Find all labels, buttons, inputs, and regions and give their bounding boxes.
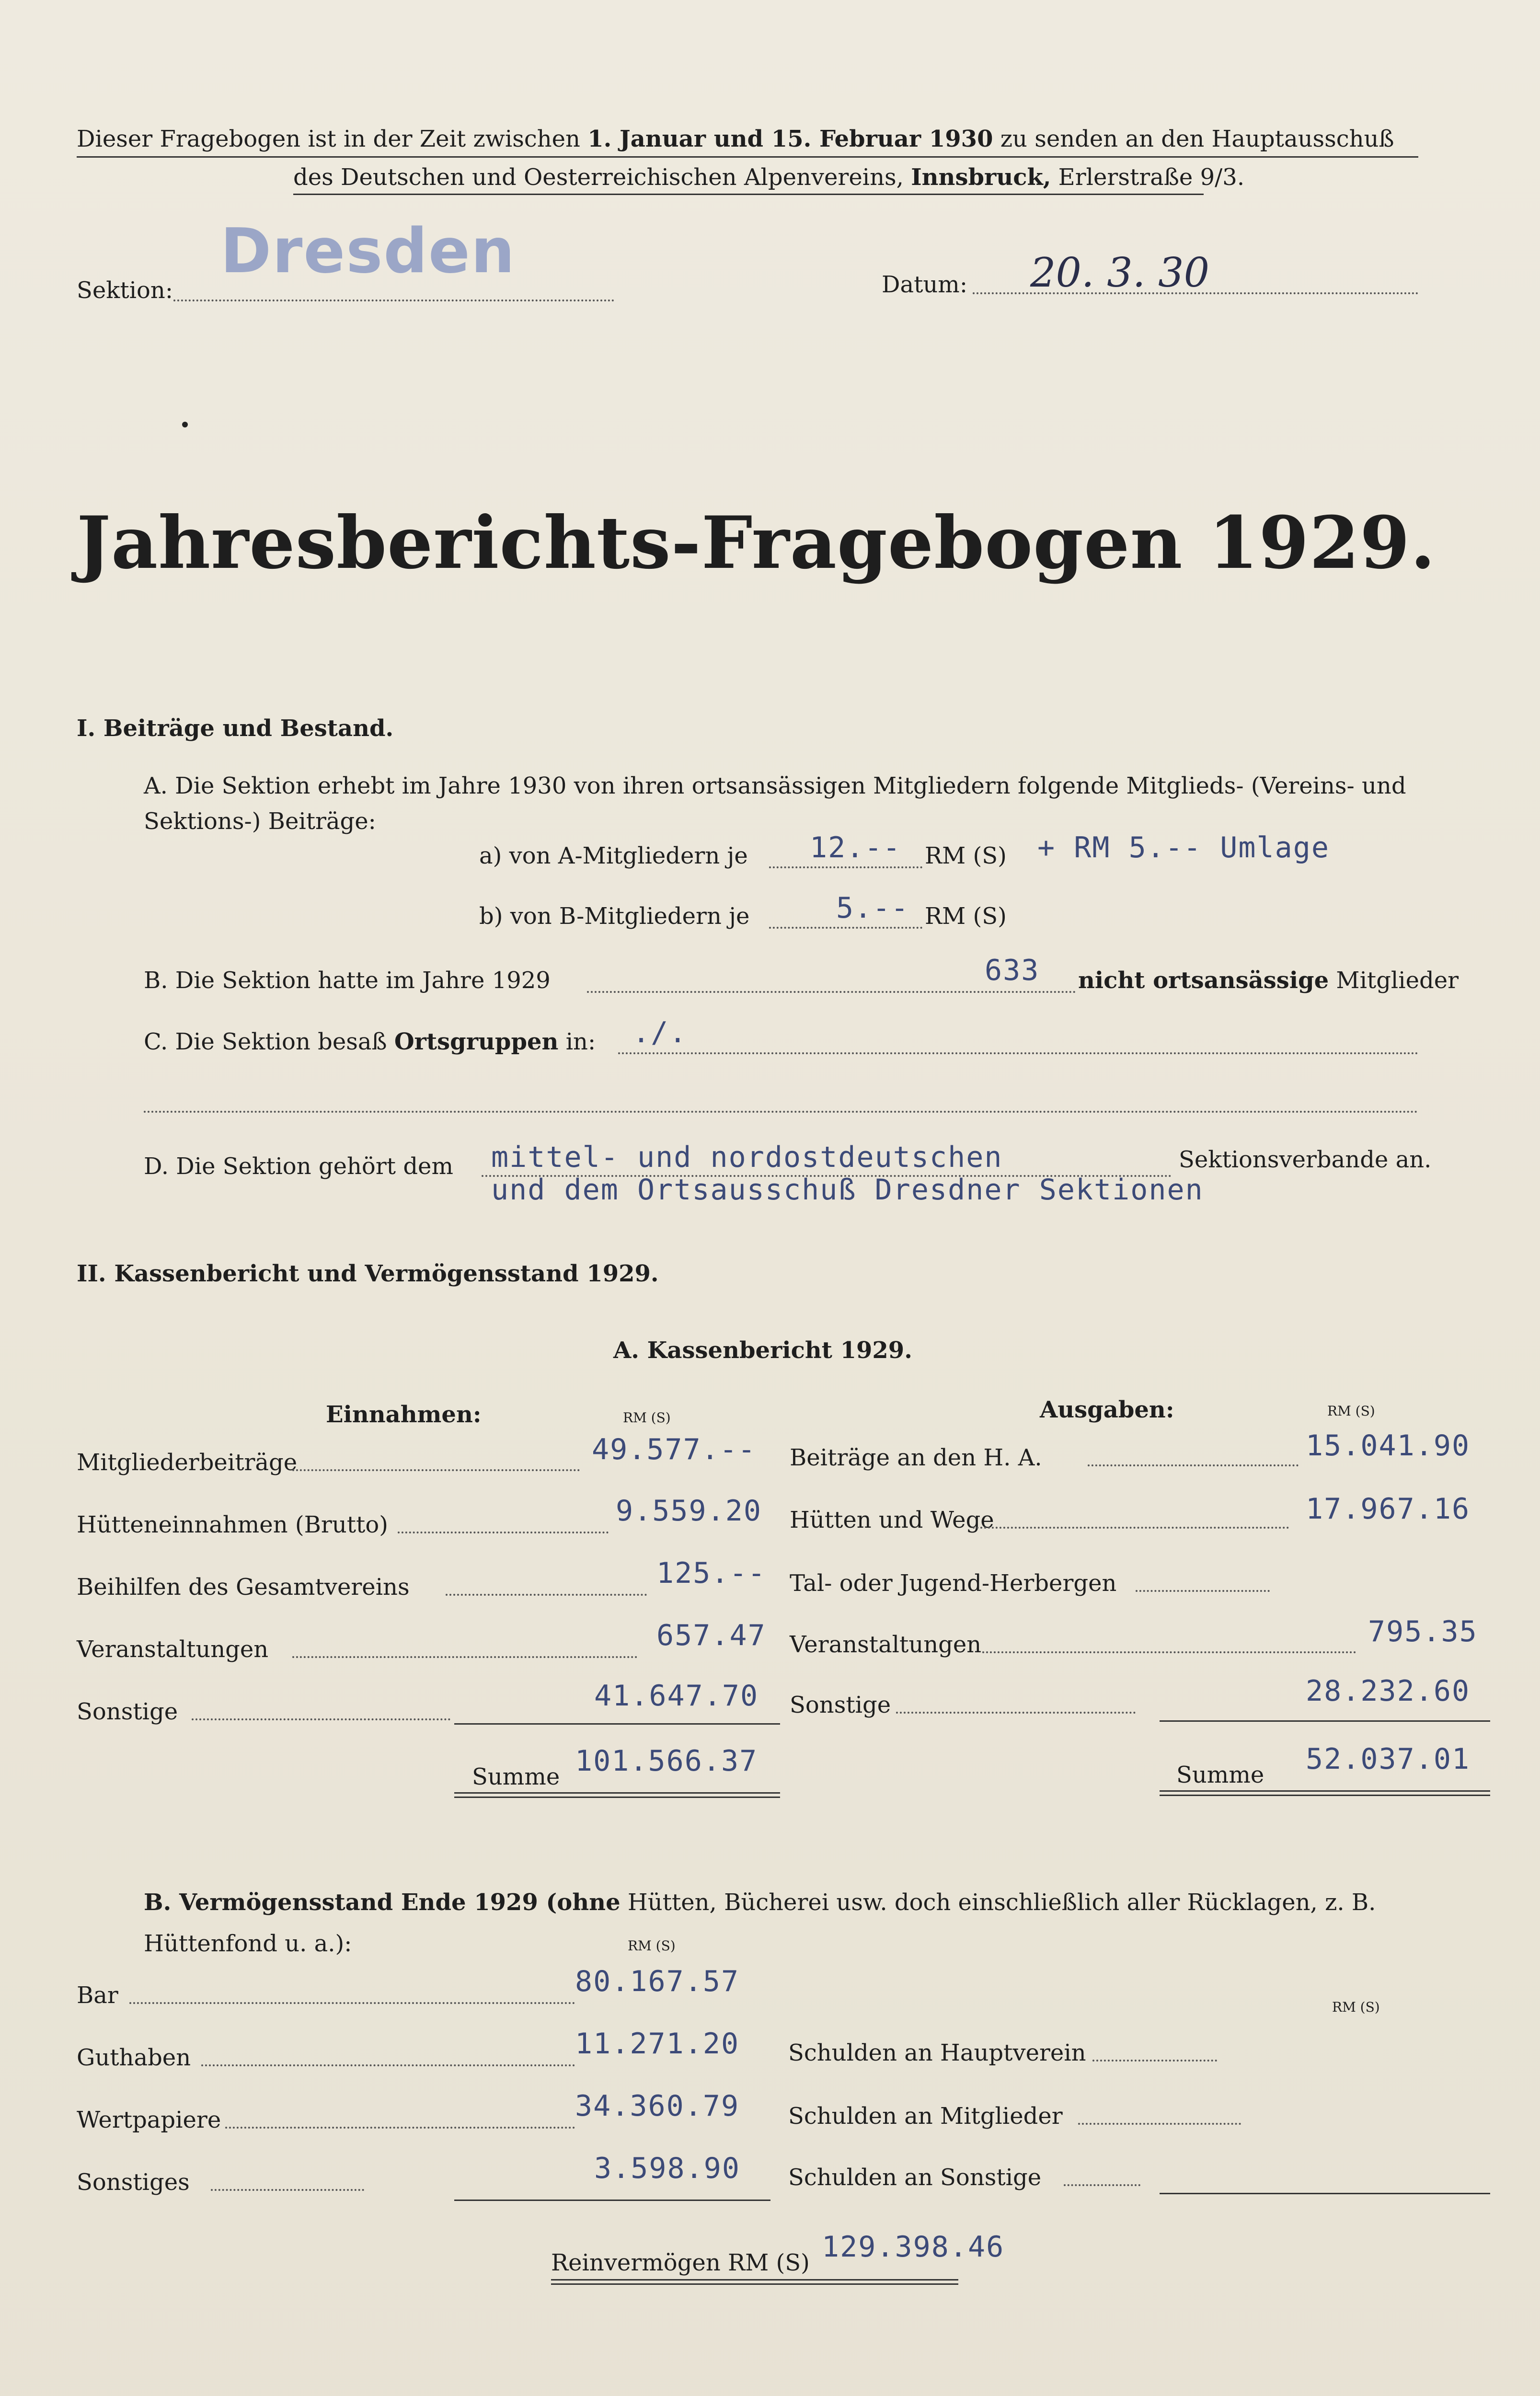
bestand-suffix — [1078, 967, 1459, 994]
header-line-2 — [293, 164, 1244, 191]
vermoegen-value-0: 80.167.57 — [575, 1965, 740, 1998]
ortsgruppen-label-pre: C. Die Sektion besaß — [144, 1028, 394, 1055]
ausgaben-summe-double-line — [1160, 1790, 1490, 1796]
einnahmen-label: Einnahmen: — [326, 1401, 482, 1428]
ortsgruppen-field-2[interactable] — [144, 1111, 1418, 1113]
ausgaben-summe-label: Summe — [1176, 1762, 1264, 1788]
sektion-stamp: Dresden — [220, 216, 516, 287]
sektionsverband-label: D. Die Sektion gehört dem — [144, 1153, 453, 1180]
page-title: Jahresberichts-Fragebogen 1929. — [77, 501, 1436, 585]
a-mitglieder-value: 12.-- — [810, 831, 901, 864]
header-text: des Deutschen und Oesterreichischen Alpenvereins, — [293, 164, 911, 191]
einnahmen-value-0: 49.577.-- — [592, 1433, 757, 1466]
sektion-field[interactable] — [173, 300, 614, 301]
ink-dot — [182, 422, 188, 427]
ausgaben-sum-line — [1160, 1720, 1490, 1722]
sektionsverband-suffix: Sektionsverbande an. — [1179, 1146, 1432, 1173]
dot-leader — [211, 2189, 364, 2191]
header-city: Innsbruck, — [911, 164, 1051, 191]
b-mitglieder-label: b) von B-Mitgliedern je — [479, 903, 750, 930]
ausgaben-summe-value: 52.037.01 — [1306, 1742, 1471, 1776]
schulden-label-1: Schulden an Mitglieder — [788, 2103, 1063, 2130]
schulden-label-0: Schulden an Hauptverein — [788, 2039, 1086, 2066]
dot-leader — [973, 1527, 1289, 1529]
einnahmen-label-3: Veranstaltungen — [77, 1636, 269, 1663]
dot-leader — [896, 1712, 1136, 1714]
bestand-suffix-text: Mitglieder — [1329, 967, 1459, 994]
einnahmen-label-2: Beihilfen des Gesamtvereins — [77, 1574, 410, 1601]
vermoegen-label-1: Guthaben — [77, 2044, 191, 2071]
ausgaben-label-4: Sonstige — [790, 1692, 891, 1718]
dot-leader — [1136, 1590, 1270, 1592]
ausgaben-value-0: 15.041.90 — [1306, 1429, 1471, 1463]
einnahmen-value-1: 9.559.20 — [616, 1494, 762, 1528]
ausgaben-label: Ausgaben: — [1040, 1396, 1174, 1423]
vermoegensstand-line-2: Hüttenfond u. a.): — [144, 1930, 352, 1957]
reinvermoegen-label: Reinvermögen RM (S) — [551, 2249, 810, 2276]
a-mitglieder-label: a) von A-Mitgliedern je — [479, 842, 748, 869]
dot-leader — [398, 1532, 609, 1533]
header-text: Dieser Fragebogen ist in der Zeit zwischen — [77, 126, 588, 152]
ausgaben-value-1: 17.967.16 — [1306, 1492, 1471, 1526]
header-date-range: 1. Januar und 15. Februar 1930 — [587, 126, 993, 152]
dot-leader — [201, 2064, 575, 2066]
vermoegen-unit: RM (S) — [628, 1938, 676, 1954]
vermoegen-label-0: Bar — [77, 1982, 118, 2009]
vermoegen-value-1: 11.271.20 — [575, 2027, 740, 2061]
schulden-label-2: Schulden an Sonstige — [788, 2164, 1042, 2191]
header-text: zu senden an den Hauptausschuß — [993, 126, 1394, 152]
datum-label: Datum: — [882, 271, 967, 298]
a-mitglieder-field[interactable] — [769, 866, 922, 868]
beitraege-a-line-1: A. Die Sektion erhebt im Jahre 1930 von ihren ortsansässigen Mitgliedern folgende Mitglieds- (Vereins- und — [144, 772, 1406, 799]
ausgaben-label-0: Beiträge an den H. A. — [790, 1444, 1042, 1471]
ausgaben-label-3: Veranstaltungen — [790, 1631, 982, 1658]
einnahmen-label-0: Mitgliederbeiträge — [77, 1449, 298, 1476]
dot-leader — [446, 1594, 647, 1596]
header-text: Erlerstraße 9/3. — [1051, 164, 1245, 191]
vermoegen-sum-line — [454, 2200, 770, 2201]
ausgaben-label-2: Tal- oder Jugend-Herbergen — [790, 1570, 1117, 1597]
reinvermoegen-value: 129.398.46 — [822, 2230, 1005, 2264]
bestand-label: B. Die Sektion hatte im Jahre 1929 — [144, 967, 551, 994]
ortsgruppen-label — [144, 1028, 596, 1055]
vermoegen-label-3: Sonstiges — [77, 2169, 190, 2196]
bestand-suffix-bold: nicht ortsansässige — [1078, 967, 1329, 994]
vermoegensstand-heading-pre: B. Vermögensstand Ende 1929 ( — [144, 1889, 557, 1916]
vermoegen-label-2: Wertpapiere — [77, 2107, 221, 2133]
sektionsverband-value-1: mittel- und nordostdeutschen — [491, 1140, 1003, 1174]
einnahmen-label-4: Sonstige — [77, 1698, 178, 1725]
dot-leader — [129, 2002, 575, 2004]
ortsgruppen-label-post: in: — [558, 1028, 596, 1055]
bestand-field[interactable] — [587, 991, 1076, 993]
ausgaben-value-4: 28.232.60 — [1306, 1674, 1471, 1708]
ortsgruppen-field[interactable] — [618, 1052, 1418, 1054]
ortsgruppen-label-bold: Ortsgruppen — [394, 1028, 559, 1055]
schulden-sum-line — [1160, 2193, 1490, 2194]
dot-leader — [1064, 2184, 1140, 2186]
b-mitglieder-unit: RM (S) — [925, 903, 1007, 930]
einnahmen-summe-double-line — [454, 1792, 780, 1798]
beitraege-a-line-2: Sektions-) Beiträge: — [144, 808, 376, 835]
einnahmen-sum-line — [454, 1723, 780, 1725]
dot-leader — [192, 1718, 450, 1720]
einnahmen-value-2: 125.-- — [656, 1556, 766, 1590]
dot-leader — [225, 2127, 575, 2129]
header-underline-2 — [293, 194, 1204, 195]
dot-leader — [1088, 1464, 1299, 1466]
dot-leader — [1092, 2060, 1217, 2062]
reinvermoegen-double-line — [551, 2279, 958, 2285]
vermoegen-value-3: 3.598.90 — [594, 2152, 740, 2185]
dot-leader — [292, 1469, 580, 1471]
vermoegen-value-2: 34.360.79 — [575, 2089, 740, 2123]
a-mitglieder-unit: RM (S) — [925, 842, 1007, 869]
dot-leader — [1078, 2123, 1241, 2125]
vermoegensstand-heading-ohne: ohne — [557, 1889, 621, 1916]
schulden-unit: RM (S) — [1332, 1999, 1380, 2015]
ausgaben-value-3: 795.35 — [1368, 1615, 1478, 1648]
section-2-heading: II. Kassenbericht und Vermögensstand 1929. — [77, 1260, 659, 1287]
ausgaben-label-1: Hütten und Wege — [790, 1507, 994, 1533]
ortsgruppen-value: ./. — [632, 1016, 688, 1049]
vermoegensstand-heading — [144, 1889, 1376, 1916]
ausgaben-unit: RM (S) — [1327, 1403, 1375, 1419]
datum-field[interactable] — [973, 292, 1418, 294]
b-mitglieder-value: 5.-- — [836, 891, 909, 925]
bestand-value: 633 — [985, 954, 1040, 987]
einnahmen-value-4: 41.647.70 — [594, 1679, 759, 1713]
dot-leader — [292, 1656, 637, 1658]
a-mitglieder-umlage: + RM 5.-- Umlage — [1037, 831, 1330, 864]
b-mitglieder-field[interactable] — [769, 927, 922, 929]
einnahmen-summe-label: Summe — [472, 1763, 560, 1790]
section-1-heading: I. Beiträge und Bestand. — [77, 715, 394, 742]
einnahmen-summe-value: 101.566.37 — [575, 1744, 758, 1778]
datum-value: 20. 3. 30 — [1030, 249, 1210, 296]
sektion-label: Sektion: — [77, 277, 173, 304]
header-line-1 — [77, 126, 1394, 152]
einnahmen-label-1: Hütteneinnahmen (Brutto) — [77, 1511, 388, 1538]
sektionsverband-value-2: und dem Ortsausschuß Dresdner Sektionen — [491, 1173, 1204, 1207]
vermoegensstand-heading-rest: Hütten, Bücherei usw. doch einschließlich aller Rücklagen, z. B. — [620, 1889, 1376, 1916]
kassenbericht-heading: A. Kassenbericht 1929. — [613, 1337, 912, 1364]
dot-leader — [982, 1651, 1356, 1653]
einnahmen-value-3: 657.47 — [656, 1619, 766, 1652]
header-underline-1 — [77, 156, 1418, 158]
einnahmen-unit: RM (S) — [623, 1410, 671, 1426]
